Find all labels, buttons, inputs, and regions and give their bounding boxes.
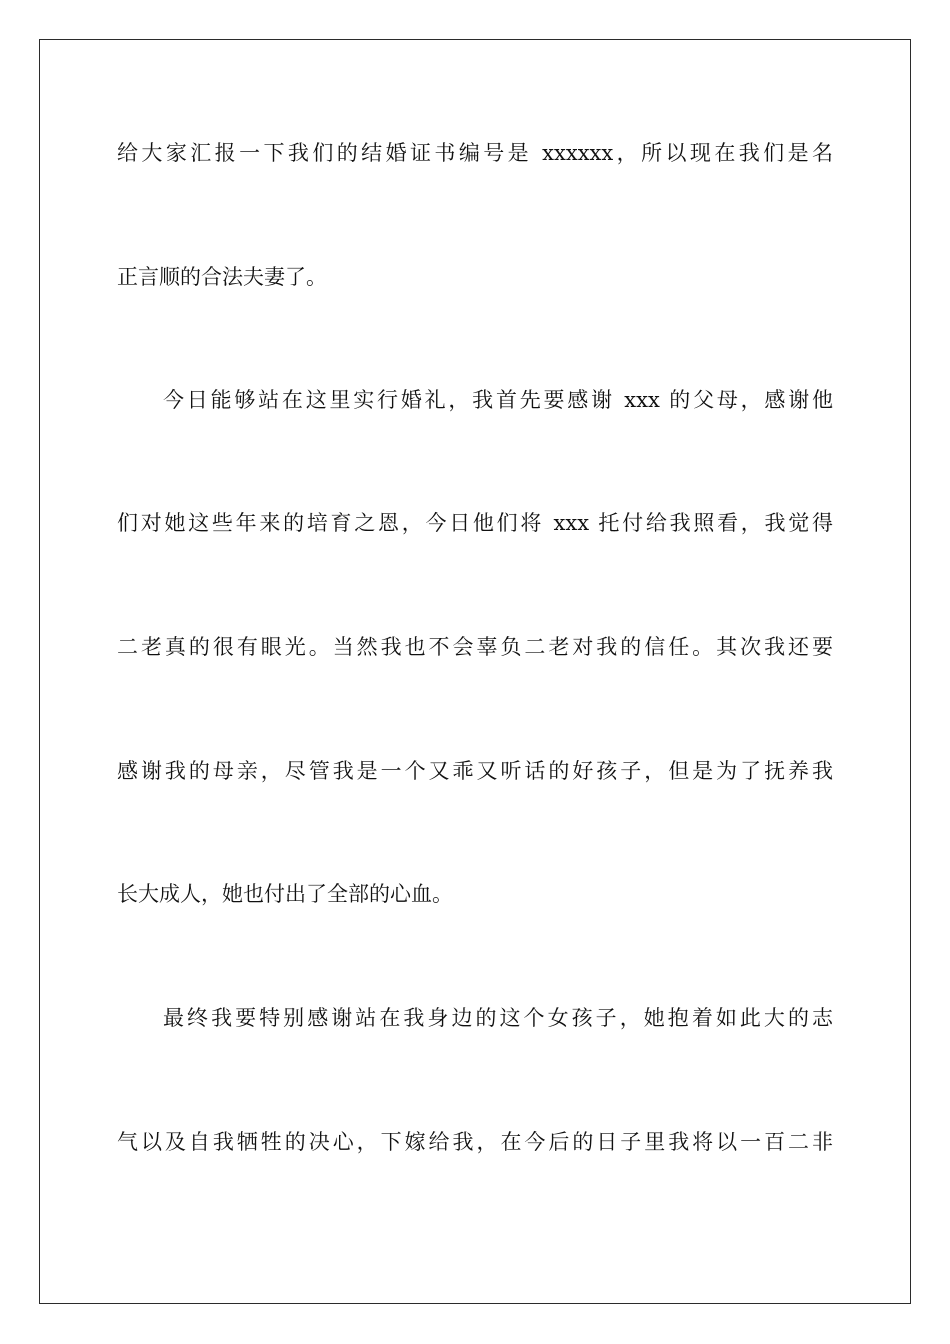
paragraph-line: 二老真的很有眼光。当然我也不会辜负二老对我的信任。其次我还要 — [117, 635, 833, 659]
paragraph-line: 给大家汇报一下我们的结婚证书编号是 xxxxxx，所以现在我们是名 — [117, 141, 833, 165]
paragraph-line: 最终我要特别感谢站在我身边的这个女孩子，她抱着如此大的志 — [163, 1006, 833, 1030]
paragraph-line: 今日能够站在这里实行婚礼，我首先要感谢 xxx 的父母，感谢他 — [163, 388, 833, 412]
paragraph-line: 们对她这些年来的培育之恩，今日他们将 xxx 托付给我照看，我觉得 — [117, 511, 833, 535]
paragraph-line: 正言顺的合法夫妻了。 — [117, 265, 327, 289]
page-border — [39, 39, 911, 1304]
paragraph-line: 长大成人，她也付出了全部的心血。 — [117, 882, 453, 906]
paragraph-line: 气以及自我牺牲的决心，下嫁给我，在今后的日子里我将以一百二非 — [117, 1130, 833, 1154]
paragraph-line: 感谢我的母亲，尽管我是一个又乖又听话的好孩子，但是为了抚养我 — [117, 759, 833, 783]
